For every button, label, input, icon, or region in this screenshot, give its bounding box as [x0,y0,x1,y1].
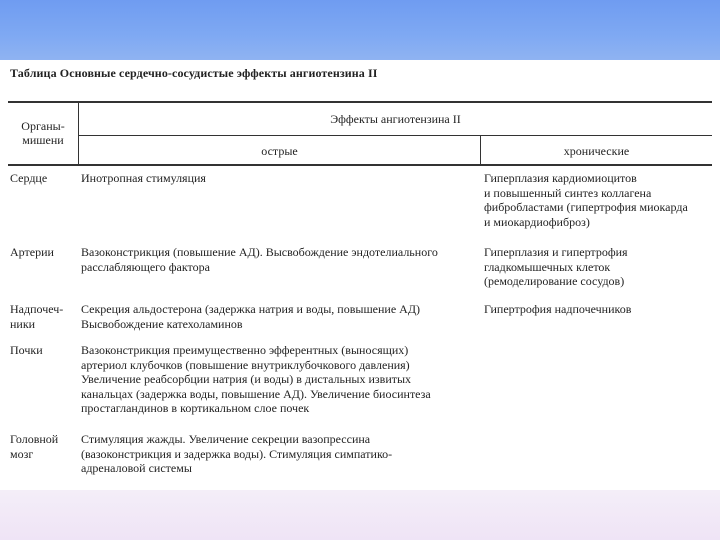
table-caption: Таблица Основные сердечно-сосудистые эффекты ангиотензина II [10,66,378,80]
organ-cell: Почки [10,343,43,357]
header-divider [79,135,712,136]
header-effects: Эффекты ангиотензина II [330,112,461,126]
header-organs: Органы- мишени [21,119,65,147]
acute-cell: Вазоконстрикция (повышение АД). Высвобождение эндотелиального расслабляющего фактора [81,245,438,274]
organ-cell: Артерии [10,245,54,259]
header-acute: острые [261,144,298,158]
table-top-rule [8,101,712,103]
chronic-cell: Гиперплазия кардиомиоцитов и повышенный синтез коллагена фибробластами (гипертрофия миокарда и миокардиофиброз) [484,171,688,229]
chronic-cell: Гипертрофия надпочечников [484,302,632,316]
organ-cell: Головной мозг [10,432,59,461]
acute-cell: Стимуляция жажды. Увеличение секреции вазопрессина (вазоконстрикция и задержка воды). Стимуляция симпатико- адреналовой системы [81,432,393,475]
chronic-cell: Гиперплазия и гипертрофия гладкомышечных клеток (ремоделирование сосудов) [484,245,628,288]
acute-cell: Инотропная стимуляция [81,171,206,185]
header-chronic: хронические [563,144,630,158]
acute-cell: Секреция альдостерона (задержка натрия и воды, повышение АД) Высвобождение катехоламинов [81,302,421,331]
acute-cell: Вазоконстрикция преимущественно эфферентных (выносящих) артериол клубочков (повышение внутриклубочкового давления) Увеличение реабсорбции натрия (и воды) в дистальных извитых канальцах (задержка воды, повышение АД). Увеличение биосинтеза простагландинов в кортикальном слое почек [81,343,431,415]
organ-cell: Надпочеч- ники [10,302,64,331]
header-bottom-rule [8,164,712,166]
bottom-banner [0,490,720,540]
organ-cell: Сердце [10,171,48,185]
top-banner [0,0,720,60]
